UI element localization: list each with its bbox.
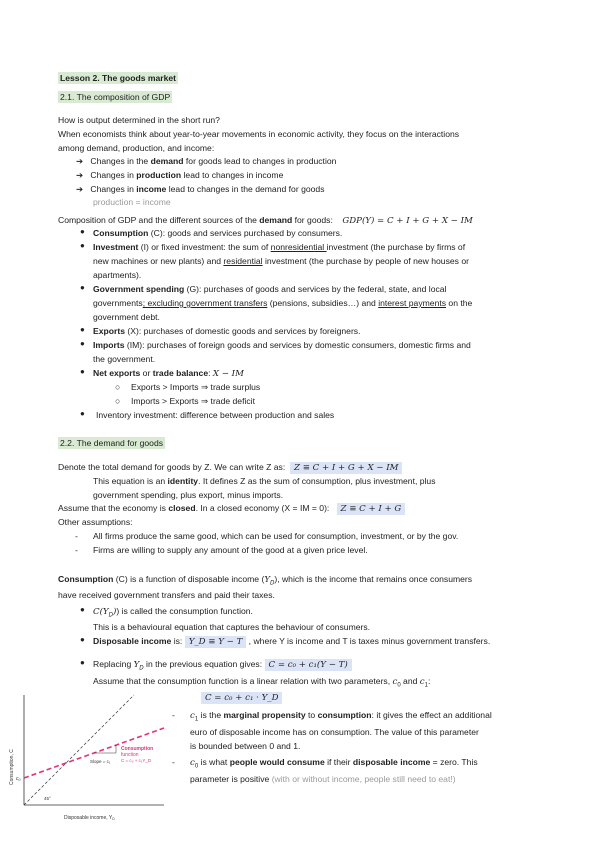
bullet-icon: ● <box>80 325 85 334</box>
paragraph-line: Denote the total demand for goods by Z. We can write Z as: Z ≡ C + I + G + X − IM <box>58 460 402 475</box>
arrow-list-item: ➔ Changes in production lead to changes in income <box>76 170 284 180</box>
paragraph-line: euro of disposable income has on consumption. The value of this parameter <box>190 727 479 737</box>
composition-line: Composition of GDP and the different sources of the demand for goods: GDP(Y) = C + I + G + X − IM <box>58 215 473 226</box>
assumption-item: All firms produce the same good, which can be used for consumption, investment, or by the gov. <box>93 531 459 541</box>
paragraph-line: When economists think about year-to-year movements in economic activity, they focus on the interactions <box>58 129 460 139</box>
sub-bullet-icon: ○ <box>115 382 121 392</box>
dash-bullet: - <box>172 710 175 720</box>
bullet-consumption: Consumption (C): goods and services purchased by consumers. <box>93 228 343 238</box>
curve-label: function <box>121 752 139 758</box>
bullet-replacing: Replacing $Y_D$ in the previous equation gives: C = c₀ + c₁(Y − T) <box>93 657 352 676</box>
paragraph-line: parameter is positive (with or without income, people still need to eat!) <box>190 774 456 784</box>
bullet-icon: ● <box>80 635 85 644</box>
bullet-inventory: Inventory investment: difference between production and sales <box>96 410 335 420</box>
arrow-list-item: ➔ Changes in income lead to changes in the demand for goods <box>76 184 325 194</box>
bullet-investment: Investment (I) or fixed investment: the sum of nonresidential investment (the purchase by firms of <box>93 242 466 252</box>
consumption-function-figure <box>4 690 170 824</box>
sub-bullet-icon: ○ <box>115 396 121 406</box>
bullet-icon: ● <box>80 367 85 376</box>
paragraph-line: the government. <box>93 354 156 364</box>
gdp-equation: GDP(Y) = C + I + G + X − IM <box>342 216 473 226</box>
angle-label: 45° <box>44 796 51 801</box>
note-text: production = income <box>93 197 171 207</box>
c0-label: $c_0$ <box>16 776 21 782</box>
bullet-icon: ● <box>80 605 85 614</box>
bullet-icon: ● <box>80 241 85 250</box>
sub-bullet-deficit: Imports > Exports ⇒ trade deficit <box>131 396 255 406</box>
bullet-icon: ● <box>80 283 85 292</box>
bullet-icon: ● <box>80 339 85 348</box>
paragraph-line: among demand, production, and income: <box>58 143 215 153</box>
figure-xlabel: Disposable income, $Y_D$ <box>64 815 115 821</box>
dash-bullet: - <box>75 545 78 555</box>
dash-bullet: - <box>172 757 175 767</box>
paragraph-line: government spending, plus export, minus imports. <box>93 490 284 500</box>
arrow-list-item: ➔ Changes in the demand for goods lead to changes in production <box>76 156 337 166</box>
paragraph-line: Consumption (C) is a function of disposable income $(Y_D)$, which is the income that remains once consumers <box>58 574 473 587</box>
bullet-consumption-function: $C(Y_D)$) is called the consumption function. <box>93 606 253 619</box>
consumption-equation: C = c₀ + c₁(Y − T) <box>265 659 352 671</box>
figure-ylabel: Consumption, C <box>9 749 15 785</box>
paragraph-line: governments; excluding government transfers (pensions, subsidies…) and interest payments on the <box>93 298 473 308</box>
bullet-exports: Exports (X): purchases of domestic goods and services by foreigners. <box>93 326 361 336</box>
paragraph-line: have received government transfers and paid their taxes. <box>58 590 275 600</box>
assumption-item: Firms are willing to supply any amount of the good at a given price level. <box>93 545 368 555</box>
bullet-disposable-income: Disposable income is: Y_D ≡ Y − T , where Y is income and T is taxes minus government transfers. <box>93 636 491 647</box>
curve-label: Consumption <box>121 746 154 752</box>
bullet-imports: Imports (IM): purchases of foreign goods and services by domestic consumers, domestic firms and <box>93 340 471 350</box>
mpc-definition: $c_1$ is the marginal propensity to consumption: it gives the effect an additional <box>190 710 492 723</box>
bullet-icon: ● <box>80 658 85 667</box>
bullet-icon: ● <box>80 227 85 236</box>
bullet-net-exports: Net exports or trade balance: X − IM <box>93 368 244 379</box>
demand-identity-equation: Z ≡ C + I + G + X − IM <box>290 462 402 474</box>
question-text: How is output determined in the short run? <box>58 115 220 125</box>
bullet-icon: ● <box>80 409 85 418</box>
paragraph-line: Assume that the consumption function is a linear relation with two parameters, $c_0$ and $c_1$: <box>93 676 431 689</box>
paragraph-line: is bounded between 0 and 1. <box>190 741 301 751</box>
paragraph-line: Assume that the economy is closed. In a closed economy (X = IM = 0): Z ≡ C + I + G <box>58 501 405 516</box>
sub-bullet-surplus: Exports > Imports ⇒ trade surplus <box>131 382 261 392</box>
forty-five-degree-line <box>24 695 134 805</box>
paragraph-line: new machines or new plants) and residential investment (the purchase by people of new houses or <box>93 256 469 266</box>
c0-definition: $c_0$ is what people would consume if their disposable income = zero. This <box>190 757 478 770</box>
slope-label: Slope = c₁ <box>90 759 111 764</box>
paragraph-line: This is a behavioural equation that captures the behaviour of consumers. <box>93 622 371 632</box>
paragraph-line: This equation is an identity. It defines Z as the sum of consumption, plus investment, plus <box>93 476 436 486</box>
section-heading-2-1: 2.1. The composition of GDP <box>60 92 171 102</box>
dash-bullet: - <box>75 531 78 541</box>
linear-consumption-equation: C = c₀ + c₁ · Y_D <box>201 690 282 705</box>
paragraph-line: Other assumptions: <box>58 517 133 527</box>
paragraph-line: government debt. <box>93 312 160 322</box>
disposable-income-equation: Y_D ≡ Y − T <box>185 636 247 648</box>
section-heading-2-2: 2.2. The demand for goods <box>60 438 164 448</box>
closed-economy-equation: Z ≡ C + I + G <box>337 503 406 515</box>
curve-label: C = c₀ + c₁Y_D <box>121 758 152 763</box>
lesson-title: Lesson 2. The goods market <box>60 73 177 83</box>
bullet-government: Government spending (G): purchases of goods and services by the federal, state, and local <box>93 284 447 294</box>
paragraph-line: apartments). <box>93 270 142 280</box>
